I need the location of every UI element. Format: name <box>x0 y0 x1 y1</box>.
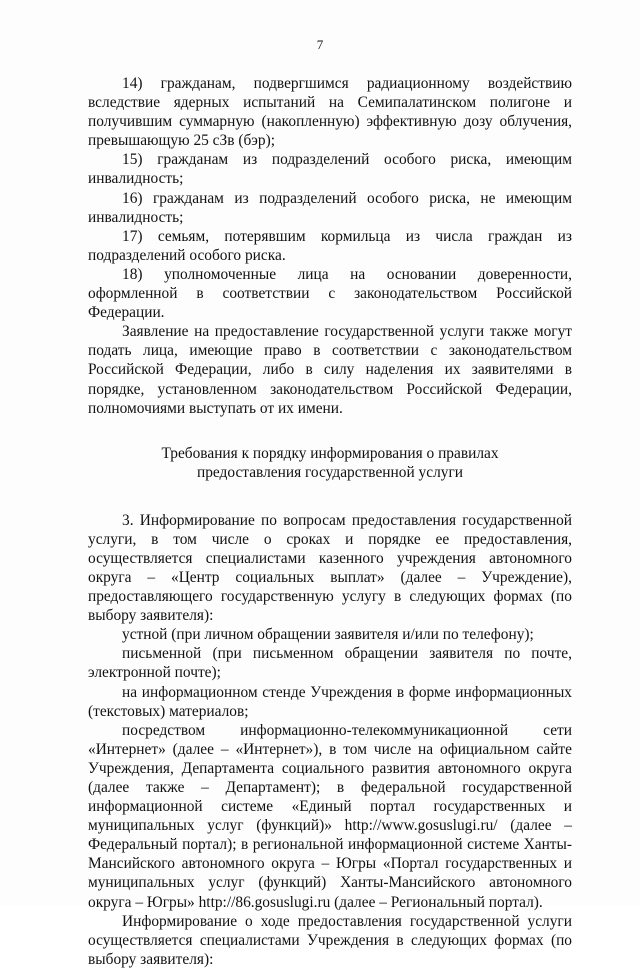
section-heading-line-2: предоставления государственной услуги <box>196 464 463 482</box>
application-paragraph: Заявление на предоставление государственной услуги также могут подать лица, имеющие право в соответствии с законодательством Российской Федерации, либо в силу наделения их заявителями в порядке, установленном законодательством Российской Федерации, полномочиями выступать от их имени. <box>88 323 572 417</box>
section-heading-line-1: Требования к порядку информирования о правилах <box>161 444 499 462</box>
list-item-18: 18) уполномоченные лица на основании доверенности, оформленной в соответствии с законодательством Российской Федерации. <box>88 265 572 322</box>
list-item-14: 14) гражданам, подвергшимся радиационному воздействию вследствие ядерных испытаний на Семипалатинском полигоне и получившим суммарную (накопленную) эффективную дозу облучения, превышающую 25 сЗв (бэр); <box>88 75 572 150</box>
section-heading <box>88 444 572 483</box>
form-oral: устной (при личном обращении заявителя и/или по телефону); <box>122 626 534 644</box>
list-item-15: 15) гражданам из подразделений особого риска, имеющим инвалидность; <box>88 151 572 188</box>
paragraph-3: 3. Информирование по вопросам предоставления государственной услуги, в том числе о сроках и порядке ее предоставления, осуществляется специалистами казенного учреждения автономного округа – «Центр социальных выплат» (далее – Учреждение), предоставляющего государственную услугу в следующих формах (по выбору заявителя): <box>88 511 572 625</box>
list-item-16: 16) гражданам из подразделений особого риска, не имеющим инвалидность; <box>88 189 572 226</box>
list-item-17: 17) семьям, потерявшим кормильца из числа граждан из подразделений особого риска. <box>88 227 572 264</box>
document-body <box>88 74 572 969</box>
form-stand: на информационном стенде Учреждения в форме информационных (текстовых) материалов; <box>88 683 572 720</box>
progress-info-paragraph: Информирование о ходе предоставления государственной услуги осуществляется специалистами Учреждения в следующих формах (по выбору заявителя): <box>88 912 572 968</box>
form-written: письменной (при письменном обращении заявителя по почте, электронной почте); <box>88 645 572 682</box>
page-number: 7 <box>316 37 324 52</box>
form-internet: посредством информационно-телекоммуникационной сети «Интернет» (далее – «Интернет»), в том числе на официальном сайте Учреждения, Департамента социального развития автономного округа (далее также – Департамент); в федеральной государственной информационной системе «Единый портал государственных и муниципальных услуг (функций)» http://www.gosuslugi.ru/ (далее – Федеральный портал); в региональной информационной системе Ханты-Мансийского автономного округа – Югры «Портал государственных и муниципальных услуг (функций) Ханты-Мансийского автономного округа – Югры» http://86.gosuslugi.ru (далее – Региональный портал). <box>88 721 572 911</box>
